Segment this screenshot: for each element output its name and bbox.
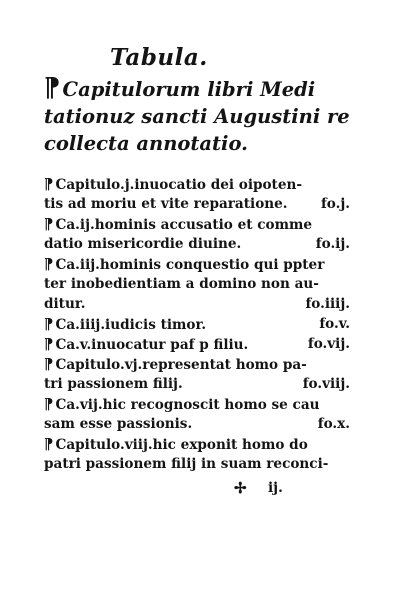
folio-ref: fo.x.: [317, 416, 350, 432]
chapter-line: [44, 314, 350, 334]
final-line-text: ij.: [268, 480, 283, 496]
chapter-text: patri passionem filij in suam reconci-: [44, 456, 329, 472]
chapter-text: Ca.v.inuocatur paf p filiu.: [55, 337, 249, 353]
chapter-line: [44, 414, 350, 434]
chapter-text: Ca.vij.hic recognoscit homo se cau: [55, 397, 320, 413]
pilcrow-icon: ¶: [44, 315, 54, 333]
chapter-line: [44, 194, 350, 214]
title-line-text: Capitulorum libri Medi: [62, 78, 316, 101]
table-title: [44, 73, 374, 157]
folio-ref: fo.vij.: [307, 336, 350, 352]
page-heading: Tabula.: [110, 44, 208, 71]
pilcrow-icon: ¶: [44, 355, 54, 373]
chapter-text: ditur.: [44, 296, 86, 312]
chapter-line: [44, 294, 350, 314]
chapter-line: [44, 254, 350, 274]
pilcrow-icon: ¶: [44, 435, 54, 453]
pilcrow-icon: ¶: [44, 255, 54, 273]
chapter-line: [44, 234, 350, 254]
chapter-text: Ca.iij.hominis conquestio qui ppter: [55, 257, 325, 273]
chapter-text: Ca.iiij.iudicis timor.: [55, 317, 207, 333]
pilcrow-icon: ¶: [44, 215, 54, 233]
chapter-line: [44, 454, 350, 474]
chapter-line: [44, 434, 350, 454]
chapter-text: Capitulo.viij.hic exponit homo do: [55, 437, 308, 453]
chapter-line: [44, 374, 350, 394]
chapter-text: tri passionem filij.: [44, 376, 183, 392]
chapter-text: Capitulo.vj.representat homo pa-: [55, 357, 307, 373]
title-line-3: collecta annotatio.: [44, 132, 248, 155]
chapter-line: [44, 394, 350, 414]
chapter-line: [44, 214, 350, 234]
pilcrow-icon: ¶: [44, 335, 54, 353]
pilcrow-icon: ¶: [44, 395, 54, 413]
chapter-line: [44, 274, 350, 294]
folio-ref: fo.ij.: [315, 236, 350, 252]
chapter-text: sam esse passionis.: [44, 416, 193, 432]
cross-ornament-icon: ✢: [234, 479, 247, 497]
chapter-text: Ca.ij.hominis accusatio et comme: [55, 217, 313, 233]
pilcrow-icon: ¶: [44, 73, 61, 103]
chapter-text: tis ad moriu et vite reparatione.: [44, 196, 288, 212]
chapter-text: Capitulo.j.inuocatio dei oipoten-: [55, 177, 303, 193]
title-line-2: tationuz sancti Augustini re: [44, 105, 350, 128]
chapter-line: [44, 354, 350, 374]
title-line-1: [44, 73, 374, 103]
folio-ref: fo.j.: [320, 196, 350, 212]
chapter-text: datio misericordie diuine.: [44, 236, 242, 252]
folio-ref: fo.viij.: [302, 376, 350, 392]
chapter-list: [44, 174, 350, 474]
chapter-line: [44, 174, 350, 194]
chapter-line: [44, 334, 350, 354]
folio-ref: fo.iiij.: [305, 296, 350, 312]
chapter-text: ter inobedientiam a domino non au-: [44, 276, 319, 292]
pilcrow-icon: ¶: [44, 175, 54, 193]
folio-ref: fo.v.: [319, 316, 350, 332]
